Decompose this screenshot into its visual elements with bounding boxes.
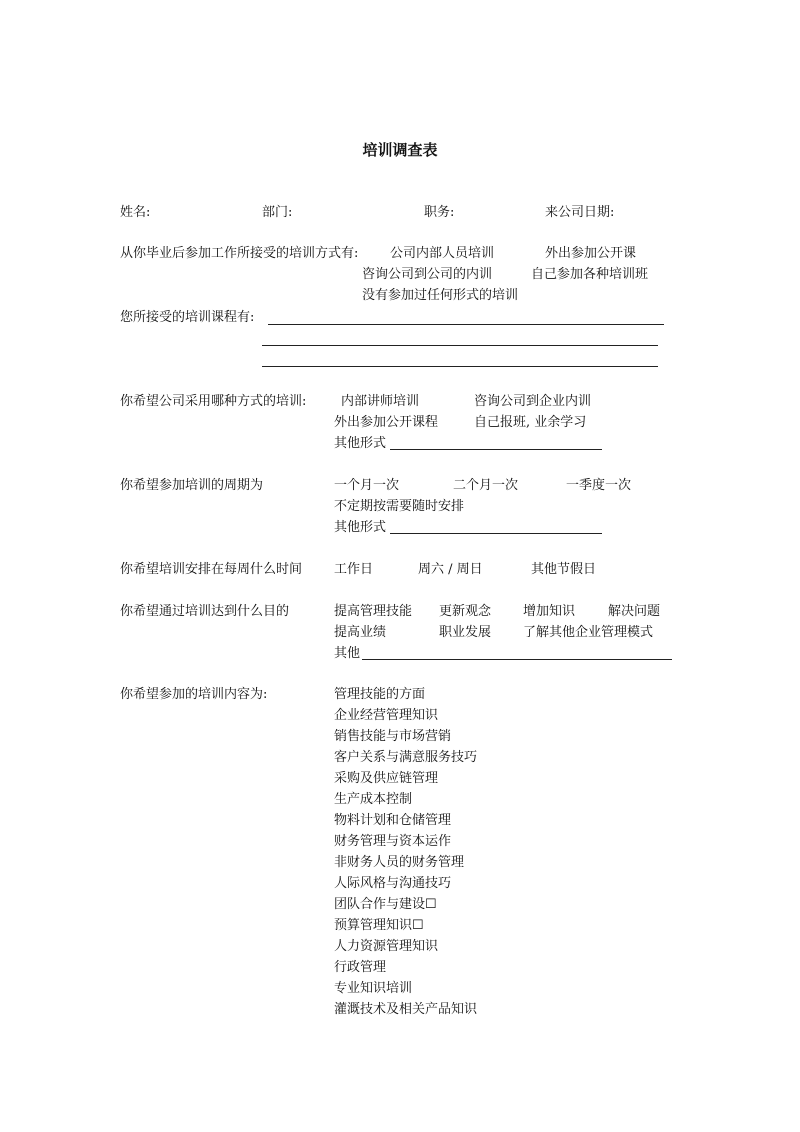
q3-option[interactable]: 内部讲师培训 <box>341 394 420 409</box>
q6-question: 你希望通过培训达到什么目的 <box>120 604 290 619</box>
q7-option[interactable]: 人际风格与沟通技巧 <box>334 876 452 891</box>
q6-option[interactable]: 增加知识 <box>523 604 576 619</box>
q6-option[interactable]: 其他 <box>334 646 361 661</box>
q7-option[interactable]: 行政管理 <box>334 960 387 975</box>
q5-option[interactable]: 工作日 <box>334 562 374 577</box>
q4-option[interactable]: 不定期按需要随时安排 <box>334 499 465 514</box>
q3-question: 你希望公司采用哪种方式的培训: <box>120 394 307 409</box>
q6-option[interactable]: 更新观念 <box>439 604 492 619</box>
q7-option[interactable]: 预算管理知识☐ <box>334 918 424 933</box>
q1-question: 从你毕业后参加工作所接受的培训方式有: <box>120 246 359 261</box>
q6-option[interactable]: 提高管理技能 <box>334 604 413 619</box>
department-label: 部门: <box>262 205 293 220</box>
q7-option[interactable]: 采购及供应链管理 <box>334 771 439 786</box>
position-label: 职务: <box>424 205 455 220</box>
q5-option[interactable]: 周六 / 周日 <box>418 562 483 577</box>
q3-option[interactable]: 外出参加公开课程 <box>334 415 439 430</box>
q7-option[interactable]: 企业经营管理知识 <box>334 708 439 723</box>
q7-option[interactable]: 专业知识培训 <box>334 981 413 996</box>
q6-option[interactable]: 了解其他企业管理模式 <box>523 625 654 640</box>
q1-option[interactable]: 自己参加各种培训班 <box>531 267 649 282</box>
q7-option[interactable]: 人力资源管理知识 <box>334 939 439 954</box>
q5-question: 你希望培训安排在每周什么时间 <box>120 562 303 577</box>
q2-question: 您所接受的培训课程有: <box>120 310 255 325</box>
q1-option[interactable]: 公司内部人员培训 <box>390 246 495 261</box>
q3-option[interactable]: 其他形式 <box>334 436 387 451</box>
q5-option[interactable]: 其他节假日 <box>531 562 597 577</box>
name-label: 姓名: <box>120 205 151 220</box>
q3-other-line[interactable] <box>390 449 602 450</box>
q1-option[interactable]: 咨询公司到公司的内训 <box>362 267 493 282</box>
q6-option[interactable]: 提高业绩 <box>334 625 387 640</box>
q1-option[interactable]: 没有参加过任何形式的培训 <box>362 288 519 303</box>
q4-option[interactable]: 其他形式 <box>334 520 387 535</box>
q3-option[interactable]: 咨询公司到企业内训 <box>474 394 592 409</box>
q4-option[interactable]: 一个月一次 <box>334 478 400 493</box>
q4-question: 你希望参加培训的周期为 <box>120 478 264 493</box>
q2-answer-line[interactable] <box>262 366 658 367</box>
page-title: 培训调查表 <box>362 141 438 159</box>
q4-other-line[interactable] <box>390 533 602 534</box>
q6-other-line[interactable] <box>362 659 672 660</box>
q6-option[interactable]: 解决问题 <box>608 604 661 619</box>
q7-option[interactable]: 灌溉技术及相关产品知识 <box>334 1002 478 1017</box>
q2-answer-line[interactable] <box>262 345 658 346</box>
q7-option[interactable]: 销售技能与市场营销 <box>334 729 452 744</box>
q7-option[interactable]: 物料计划和仓储管理 <box>334 813 452 828</box>
q7-option[interactable]: 生产成本控制 <box>334 792 413 807</box>
q7-option[interactable]: 非财务人员的财务管理 <box>334 855 465 870</box>
q3-option[interactable]: 自己报班, 业余学习 <box>474 415 587 430</box>
q2-answer-line[interactable] <box>268 324 664 325</box>
join-date-label: 来公司日期: <box>545 205 615 220</box>
q4-option[interactable]: 二个月一次 <box>453 478 519 493</box>
q7-option[interactable]: 团队合作与建设☐ <box>334 897 437 912</box>
q1-option[interactable]: 外出参加公开课 <box>545 246 637 261</box>
q6-option[interactable]: 职业发展 <box>439 625 492 640</box>
q7-option[interactable]: 管理技能的方面 <box>334 687 426 702</box>
q7-question: 你希望参加的培训内容为: <box>120 687 268 702</box>
q4-option[interactable]: 一季度一次 <box>566 478 632 493</box>
q7-option[interactable]: 客户关系与满意服务技巧 <box>334 750 478 765</box>
q7-option[interactable]: 财务管理与资本运作 <box>334 834 452 849</box>
